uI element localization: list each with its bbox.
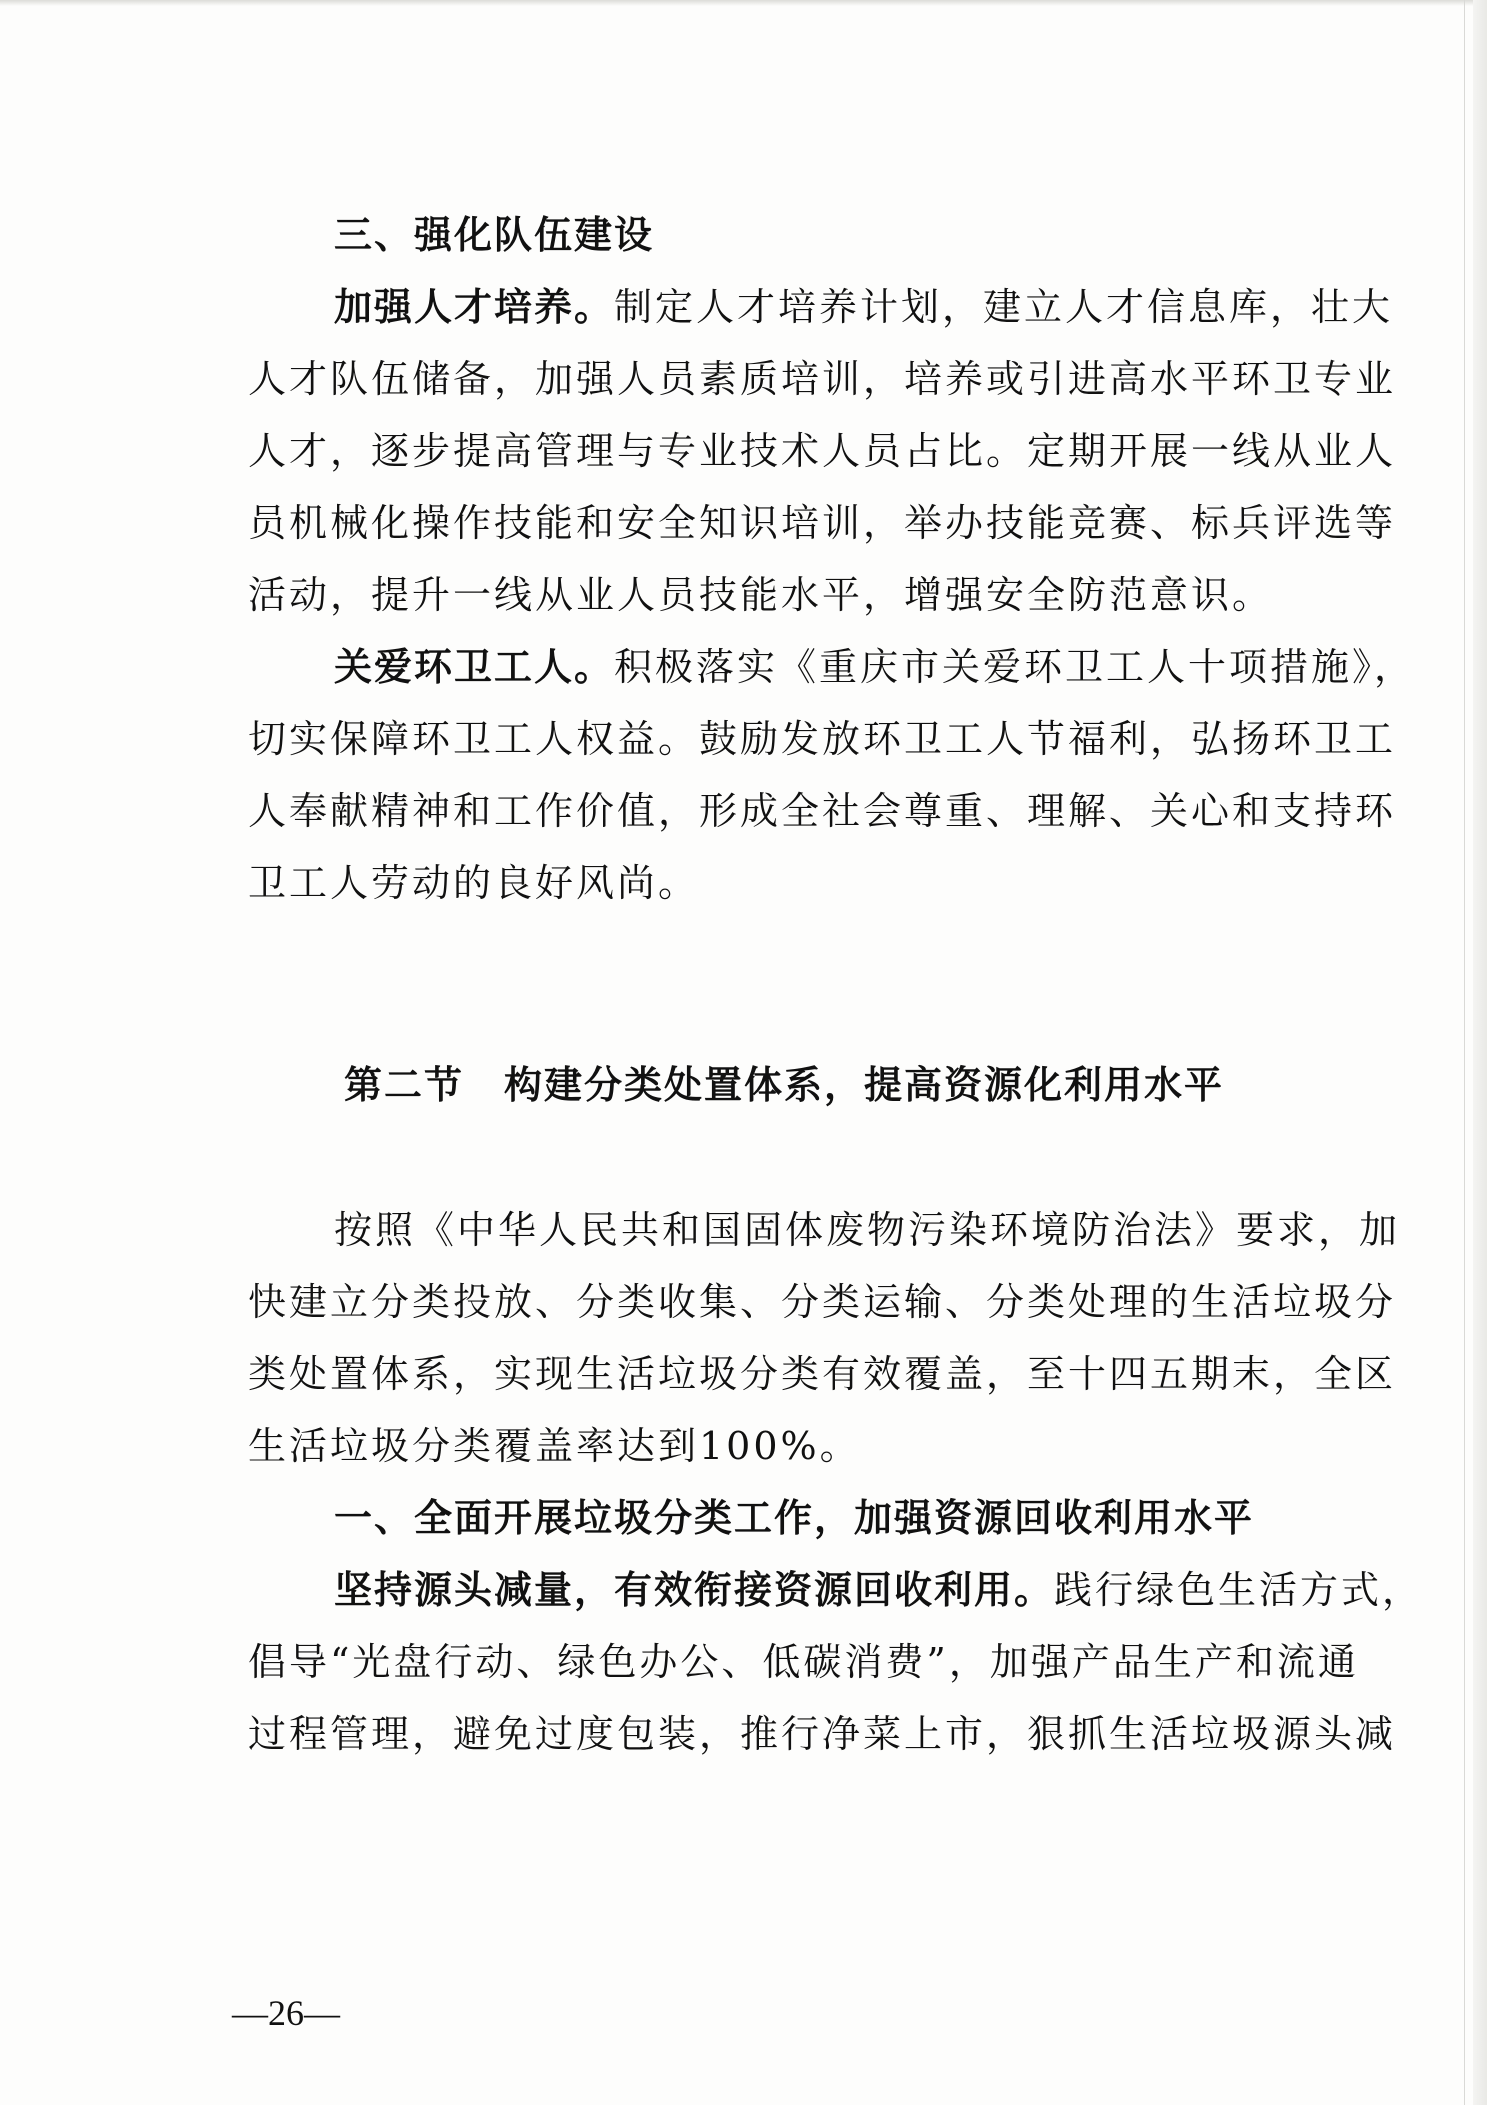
block-classification (248, 1203, 1423, 1779)
paragraph-source-line-1 (248, 1563, 1423, 1635)
paragraph-workers-line-4: 卫工人劳动的良好风尚。 (248, 861, 700, 905)
paragraph-law-line-1: 按照《中华人民共和国固体废物污染环境防治法》要求，加 (334, 1208, 1401, 1252)
paragraph-talent-line-1 (248, 280, 1415, 352)
scan-top-edge (0, 0, 1487, 6)
paragraph-workers-line-2: 切实保障环卫工人权益。鼓励发放环卫工人节福利，弘扬环卫工 (248, 717, 1397, 761)
paragraph-talent-line-2: 人才队伍储备，加强人员素质培训，培养或引进高水平环卫专业 (248, 357, 1397, 401)
paragraph-source-text: 践行绿色生活方式， (1054, 1568, 1424, 1612)
paragraph-talent-line-3: 人才，逐步提高管理与专业技术人员占比。定期开展一线从业人 (248, 429, 1397, 473)
paragraph-source-line-3: 过程管理，避免过度包装，推行净菜上市，狠抓生活垃圾源头减 (248, 1712, 1397, 1756)
section-number: 第二节 (343, 1063, 464, 1107)
section-title-text: 构建分类处置体系，提高资源化利用水平 (504, 1063, 1225, 1107)
paragraph-law-line-4: 生活垃圾分类覆盖率达到100%。 (248, 1424, 861, 1468)
paragraph-workers-line-1 (248, 640, 1415, 712)
scan-fold-line (1464, 0, 1465, 2105)
heading-team-building: 三、强化队伍建设 (334, 213, 655, 257)
paragraph-talent-line-4: 员机械化操作技能和安全知识培训，举办技能竞赛、标兵评选等 (248, 501, 1397, 545)
paragraph-talent-text: 制定人才培养计划，建立人才信息库，壮大 (614, 285, 1394, 329)
paragraph-workers-lead: 关爱环卫工人。 (334, 645, 615, 689)
scan-right-edge (1473, 0, 1487, 2105)
paragraph-workers-line-3: 人奉献精神和工作价值，形成全社会尊重、理解、关心和支持环 (248, 789, 1397, 833)
paragraph-source-line-2: 倡导“光盘行动、绿色办公、低碳消费”，加强产品生产和流通 (248, 1640, 1359, 1684)
paragraph-talent-line-5: 活动，提升一线从业人员技能水平，增强安全防范意识。 (248, 573, 1274, 617)
paragraph-source-lead: 坚持源头减量，有效衔接资源回收利用。 (334, 1568, 1055, 1612)
heading-garbage-sorting: 一、全面开展垃圾分类工作，加强资源回收利用水平 (334, 1496, 1255, 1540)
page-number: —26— (232, 1993, 340, 2033)
section-title (248, 1058, 1320, 1112)
paragraph-law-line-2: 快建立分类投放、分类收集、分类运输、分类处理的生活垃圾分 (248, 1280, 1397, 1324)
block-team-building (248, 208, 1415, 928)
paragraph-workers-text: 积极落实《重庆市关爱环卫工人十项措施》， (614, 645, 1416, 689)
paragraph-talent-lead: 加强人才培养。 (334, 285, 615, 329)
paragraph-law-line-3: 类处置体系，实现生活垃圾分类有效覆盖，至十四五期末，全区 (248, 1352, 1397, 1396)
